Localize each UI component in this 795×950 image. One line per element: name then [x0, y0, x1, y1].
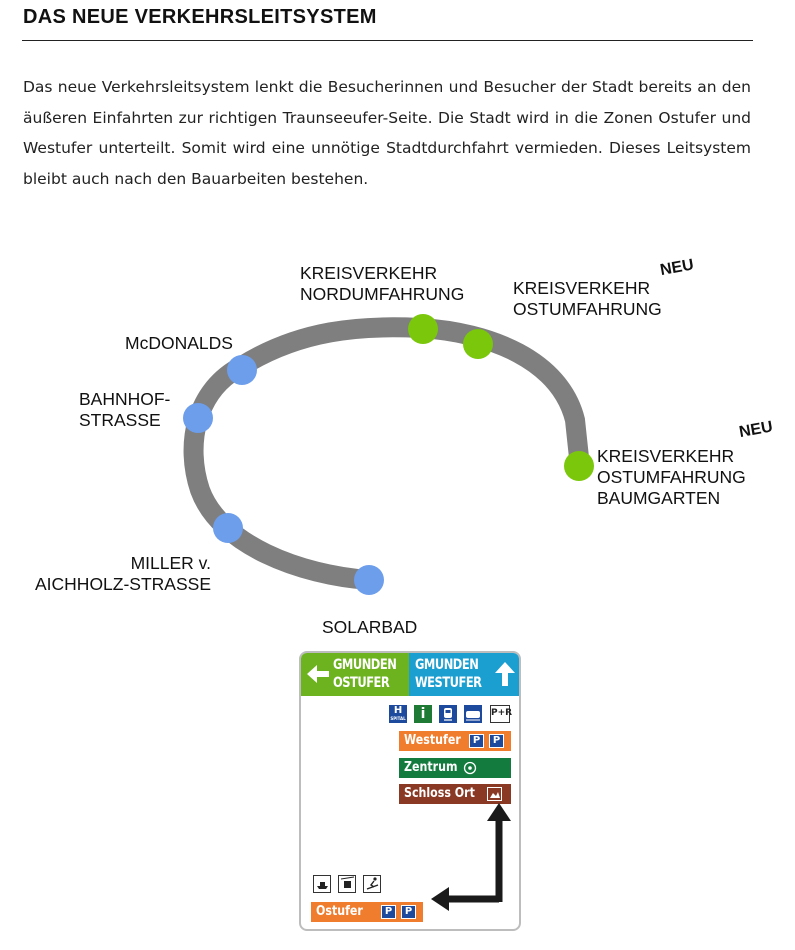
sign-line: OSTUFER — [333, 675, 390, 691]
label-line: BAUMGARTEN — [597, 488, 721, 508]
page-title: DAS NEUE VERKEHRSLEITSYSTEM — [23, 6, 377, 28]
label-baumgarten — [597, 446, 746, 509]
sign-line: GMUNDEN — [415, 657, 479, 673]
band-ostufer-label: Ostufer — [316, 904, 363, 919]
point-miller — [213, 513, 243, 543]
parking-garage-icon: P — [401, 905, 416, 919]
label-line: KREISVERKEHR — [597, 446, 735, 466]
label-line: MILLER v. — [130, 553, 211, 573]
label-line: STRASSE — [79, 410, 161, 430]
parking-icon: P — [381, 905, 396, 919]
label-miller — [35, 553, 211, 595]
info-icon: i — [414, 705, 432, 723]
label-line: AICHHOLZ-STRASSE — [35, 574, 211, 594]
point-mcdonalds — [227, 355, 257, 385]
new-badge: NEU — [658, 256, 696, 280]
label-bahnhofstrasse — [79, 389, 170, 431]
sign-line: GMUNDEN — [333, 657, 397, 673]
label-line: OSTUMFAHRUNG — [513, 299, 662, 319]
label-solarbad: SOLARBAD — [322, 617, 418, 637]
point-solarbad — [354, 565, 384, 595]
label-line: KREISVERKEHR — [300, 263, 438, 283]
sign-line: WESTUFER — [415, 675, 482, 691]
hospital-letter: H — [393, 705, 403, 716]
park-and-ride-icon: P+R — [490, 705, 510, 723]
point-bahnhofstrasse — [183, 403, 213, 433]
intro-paragraph: Das neue Verkehrsleitsystem lenkt die Besucherinnen und Besucher der Stadt bereits an den äußeren Einfahrten zur richtigen Traunseeufer-Seite. Die Stadt wird in die Zonen Ostufer und Westufer unterteilt. Somit wird eine unnötige Stadtdurchfahrt vermieden. Dieses Leitsystem bleibt auch nach den Bauarbeiten bestehen. — [23, 78, 751, 188]
band-westufer-label: Westufer — [404, 733, 461, 748]
hospital-sub: SPITAL — [390, 716, 406, 721]
parking-garage-icon: P — [489, 734, 504, 748]
label-mcdonalds: McDONALDS — [125, 333, 233, 353]
point-nordumfahrung — [408, 314, 438, 344]
route-arrow-icon — [301, 653, 521, 931]
label-line: BAHNHOF- — [79, 389, 171, 409]
band-zentrum-label: Zentrum — [404, 760, 458, 775]
label-line: OSTUMFAHRUNG — [597, 467, 746, 487]
new-badge: NEU — [737, 418, 775, 442]
parking-icon: P — [469, 734, 484, 748]
band-schloss-label: Schloss Ort — [404, 786, 475, 801]
point-baumgarten — [564, 451, 594, 481]
point-ostumfahrung — [463, 329, 493, 359]
label-line: KREISVERKEHR — [513, 278, 651, 298]
direction-sign — [299, 651, 521, 931]
label-line: NORDUMFAHRUNG — [300, 284, 465, 304]
label-ostumfahrung — [513, 278, 662, 320]
label-nordumfahrung — [300, 263, 464, 305]
